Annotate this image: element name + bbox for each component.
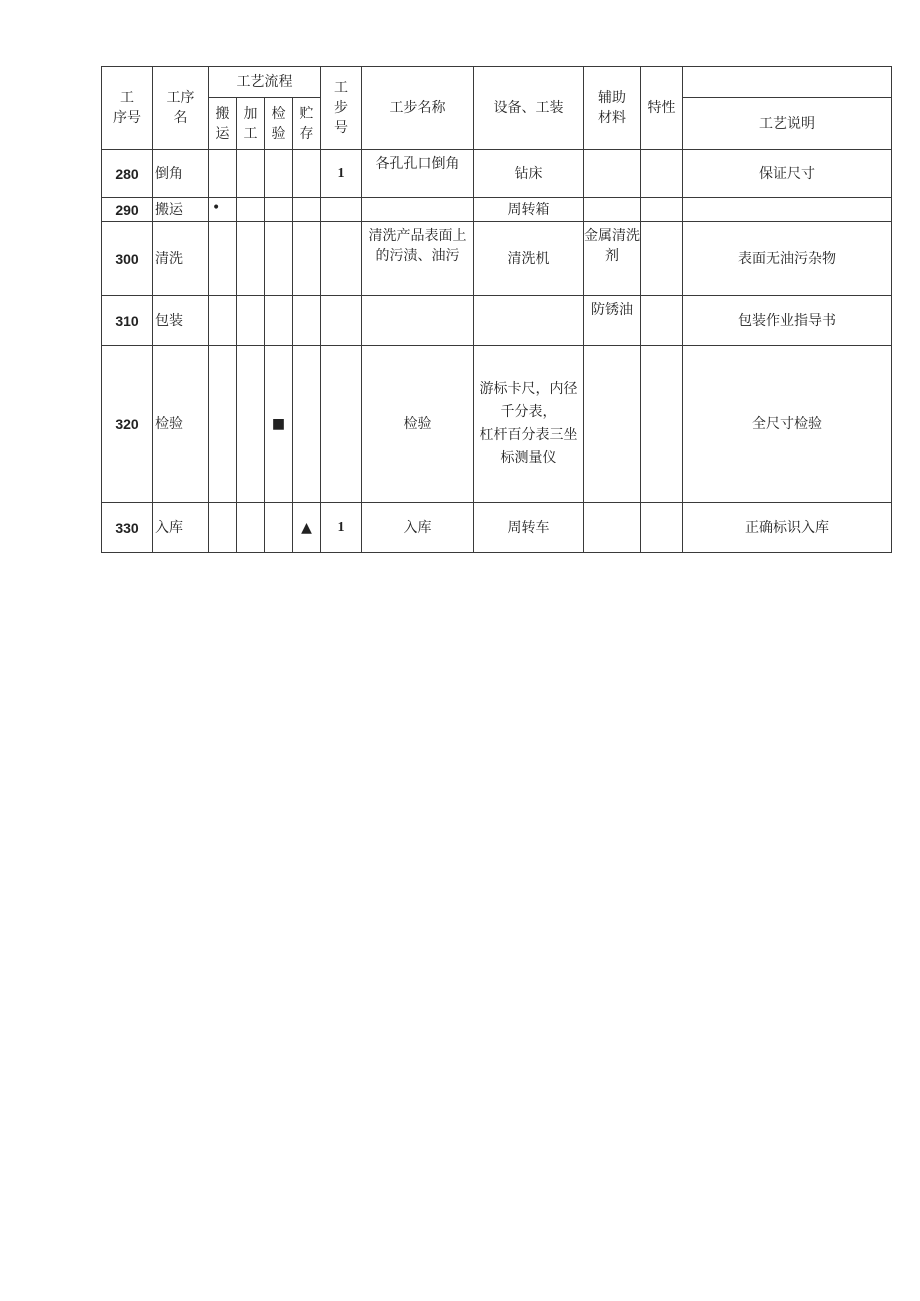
header-flow-carry: 搬 运 (209, 98, 237, 150)
header-desc: 工艺说明 (683, 98, 892, 150)
header-step-name: 工步名称 (362, 67, 474, 150)
flow-process (237, 296, 265, 346)
step-name (362, 198, 474, 222)
flow-inspect (265, 503, 293, 553)
flow-carry (209, 222, 237, 296)
description: 正确标识入库 (683, 503, 892, 553)
header-flow-store: 贮 存 (293, 98, 321, 150)
step-no: 1 (321, 150, 362, 198)
aux-material (584, 198, 641, 222)
flow-inspect (265, 150, 293, 198)
flow-process (237, 198, 265, 222)
table-row (102, 296, 892, 346)
step-name (362, 296, 474, 346)
flow-inspect (265, 198, 293, 222)
feature (641, 198, 683, 222)
flow-carry (209, 296, 237, 346)
equipment: 游标卡尺，内径千分表， 杠杆百分表三坐标测量仪 (474, 346, 584, 503)
op-name: 检验 (153, 346, 209, 503)
op-name: 入库 (153, 503, 209, 553)
op-no: 310 (102, 296, 153, 346)
equipment: 周转车 (474, 503, 584, 553)
table-row (102, 222, 892, 296)
flow-store (293, 222, 321, 296)
store-triangle-icon: ▲ (293, 503, 321, 553)
op-name: 清洗 (153, 222, 209, 296)
feature (641, 346, 683, 503)
flow-process (237, 222, 265, 296)
flow-carry (209, 503, 237, 553)
flow-carry (209, 150, 237, 198)
feature (641, 503, 683, 553)
flow-process (237, 346, 265, 503)
step-no (321, 222, 362, 296)
header-desc-top (683, 67, 892, 98)
step-no (321, 346, 362, 503)
equipment (474, 296, 584, 346)
aux-material (584, 150, 641, 198)
header-feature: 特性 (641, 67, 683, 150)
flow-inspect (265, 296, 293, 346)
op-name: 搬运 (153, 198, 209, 222)
description: 表面无油污杂物 (683, 222, 892, 296)
flow-inspect (265, 222, 293, 296)
step-no (321, 296, 362, 346)
op-name: 倒角 (153, 150, 209, 198)
flow-store (293, 150, 321, 198)
aux-material: 防锈油 (584, 296, 641, 346)
op-no: 300 (102, 222, 153, 296)
inspect-square-icon: ■ (265, 346, 293, 503)
header-equipment: 设备、工装 (474, 67, 584, 150)
feature (641, 150, 683, 198)
header-step-no: 工 步 号 (321, 67, 362, 150)
op-no: 280 (102, 150, 153, 198)
feature (641, 222, 683, 296)
aux-material (584, 346, 641, 503)
op-no: 320 (102, 346, 153, 503)
step-name: 清洗产品表面上的污渍、油污 (362, 222, 474, 296)
flow-process (237, 503, 265, 553)
header-aux: 辅助 材料 (584, 67, 641, 150)
description: 保证尺寸 (683, 150, 892, 198)
step-name: 入库 (362, 503, 474, 553)
table-row (102, 503, 892, 553)
op-name: 包装 (153, 296, 209, 346)
op-no: 290 (102, 198, 153, 222)
process-table (101, 66, 892, 553)
step-no: 1 (321, 503, 362, 553)
header-flow-inspect: 检 验 (265, 98, 293, 150)
equipment: 清洗机 (474, 222, 584, 296)
header-op-no: 工 序号 (102, 67, 153, 150)
flow-carry: • (209, 198, 237, 222)
description: 包装作业指导书 (683, 296, 892, 346)
flow-process (237, 150, 265, 198)
header-flow-process: 加 工 (237, 98, 265, 150)
equipment: 周转箱 (474, 198, 584, 222)
step-name: 检验 (362, 346, 474, 503)
flow-store (293, 346, 321, 503)
table-row (102, 346, 892, 503)
table-row (102, 150, 892, 198)
op-no: 330 (102, 503, 153, 553)
table-row (102, 198, 892, 222)
feature (641, 296, 683, 346)
equipment: 钻床 (474, 150, 584, 198)
description (683, 198, 892, 222)
aux-material (584, 503, 641, 553)
step-name: 各孔孔口倒角 (362, 150, 474, 198)
flow-store (293, 296, 321, 346)
header-flow: 工艺流程 (209, 67, 321, 98)
flow-store (293, 198, 321, 222)
description: 全尺寸检验 (683, 346, 892, 503)
aux-material: 金属清洗剂 (584, 222, 641, 296)
step-no (321, 198, 362, 222)
header-op-name: 工序 名 (153, 67, 209, 150)
flow-carry (209, 346, 237, 503)
